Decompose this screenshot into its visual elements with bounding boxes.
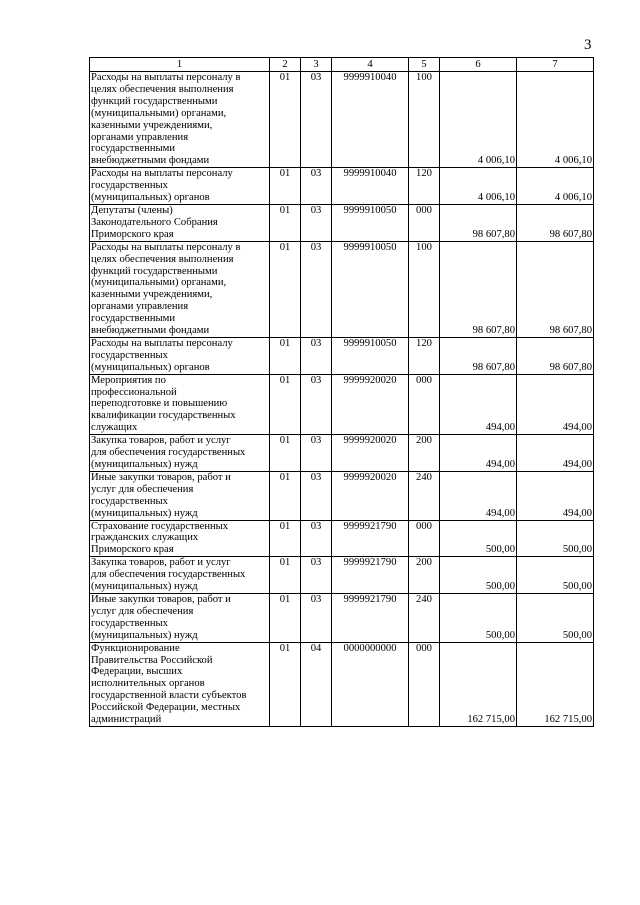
row-code-c5: 120 xyxy=(409,337,440,374)
row-amount-c6: 4 006,10 xyxy=(440,168,517,205)
row-code-c3: 03 xyxy=(301,593,332,642)
row-code-c4: 9999920020 xyxy=(332,435,409,472)
row-name-line: Расходы на выплаты персоналу в xyxy=(91,241,241,253)
column-header-7: 7 xyxy=(517,58,594,72)
row-amount-c7: 162 715,00 xyxy=(517,642,594,726)
row-name-cell xyxy=(90,241,270,337)
column-header-5: 5 xyxy=(409,58,440,72)
table-row xyxy=(90,520,594,557)
row-name-line: Функционирование xyxy=(91,642,180,654)
table-row xyxy=(90,435,594,472)
row-amount-c6: 500,00 xyxy=(440,557,517,594)
table-header-row xyxy=(90,58,594,72)
row-code-c3: 03 xyxy=(301,471,332,520)
row-code-c4: 9999910040 xyxy=(332,72,409,168)
row-code-c3: 03 xyxy=(301,520,332,557)
row-name-line: государственных xyxy=(91,617,168,629)
column-header-2: 2 xyxy=(270,58,301,72)
row-name-cell xyxy=(90,204,270,241)
row-name-line: услуг для обеспечения xyxy=(91,605,194,617)
row-code-c4: 9999921790 xyxy=(332,520,409,557)
row-name-line: Расходы на выплаты персоналу xyxy=(91,337,233,349)
row-name-line: для обеспечения государственных xyxy=(91,569,246,581)
row-code-c5: 000 xyxy=(409,642,440,726)
row-amount-c7: 494,00 xyxy=(517,471,594,520)
table-row xyxy=(90,241,594,337)
row-name-line: служащих xyxy=(91,422,138,434)
row-name-line: Правительства Российской xyxy=(91,654,213,666)
row-name-line: Закупка товаров, работ и услуг xyxy=(91,435,231,447)
row-code-c3: 04 xyxy=(301,642,332,726)
table-row xyxy=(90,471,594,520)
row-amount-c6: 98 607,80 xyxy=(440,337,517,374)
row-code-c5: 000 xyxy=(409,204,440,241)
row-name-line: администраций xyxy=(91,714,162,726)
row-code-c2: 01 xyxy=(270,168,301,205)
row-code-c2: 01 xyxy=(270,593,301,642)
row-name-line: государственной власти субъектов xyxy=(91,690,247,702)
row-code-c4: 9999910050 xyxy=(332,204,409,241)
row-code-c5: 100 xyxy=(409,241,440,337)
row-code-c3: 03 xyxy=(301,435,332,472)
row-name-line: квалификации государственных xyxy=(91,410,236,422)
row-name-line: государственными xyxy=(91,143,176,155)
row-name-line: Иные закупки товаров, работ и xyxy=(91,593,231,605)
row-name-cell xyxy=(90,168,270,205)
row-amount-c6: 494,00 xyxy=(440,471,517,520)
row-name-line: Иные закупки товаров, работ и xyxy=(91,471,231,483)
row-code-c5: 100 xyxy=(409,72,440,168)
row-name-cell xyxy=(90,557,270,594)
row-name-line: внебюджетными фондами xyxy=(91,155,210,167)
row-amount-c7: 4 006,10 xyxy=(517,168,594,205)
row-code-c2: 01 xyxy=(270,241,301,337)
table-body xyxy=(90,72,594,727)
table-row xyxy=(90,557,594,594)
row-name-line: внебюджетными фондами xyxy=(91,325,210,337)
row-amount-c6: 98 607,80 xyxy=(440,241,517,337)
row-name-line: государственными xyxy=(91,313,176,325)
column-header-4: 4 xyxy=(332,58,409,72)
budget-table xyxy=(89,57,594,727)
row-code-c3: 03 xyxy=(301,168,332,205)
row-code-c3: 03 xyxy=(301,374,332,435)
row-code-c5: 200 xyxy=(409,435,440,472)
row-name-cell xyxy=(90,642,270,726)
row-name-line: гражданских служащих xyxy=(91,532,199,544)
row-name-line: функций государственными xyxy=(91,95,218,107)
row-name-line: профессиональной xyxy=(91,386,177,398)
column-header-1: 1 xyxy=(90,58,270,72)
row-amount-c6: 500,00 xyxy=(440,520,517,557)
table-row xyxy=(90,642,594,726)
row-code-c2: 01 xyxy=(270,337,301,374)
row-amount-c7: 500,00 xyxy=(517,593,594,642)
row-code-c4: 9999920020 xyxy=(332,374,409,435)
row-name-line: функций государственными xyxy=(91,265,218,277)
row-name-cell xyxy=(90,337,270,374)
row-name-line: государственных xyxy=(91,180,168,192)
row-amount-c6: 162 715,00 xyxy=(440,642,517,726)
row-amount-c7: 98 607,80 xyxy=(517,204,594,241)
row-amount-c7: 98 607,80 xyxy=(517,337,594,374)
row-name-cell xyxy=(90,471,270,520)
row-code-c2: 01 xyxy=(270,72,301,168)
row-code-c5: 240 xyxy=(409,593,440,642)
row-name-line: целях обеспечения выполнения xyxy=(91,253,234,265)
row-amount-c7: 98 607,80 xyxy=(517,241,594,337)
row-code-c3: 03 xyxy=(301,557,332,594)
row-code-c3: 03 xyxy=(301,337,332,374)
row-amount-c7: 4 006,10 xyxy=(517,72,594,168)
row-code-c4: 9999910040 xyxy=(332,168,409,205)
row-code-c2: 01 xyxy=(270,374,301,435)
row-name-line: (муниципальными) органами, xyxy=(91,277,227,289)
row-name-line: (муниципальными) органами, xyxy=(91,107,227,119)
row-code-c4: 0000000000 xyxy=(332,642,409,726)
row-name-line: услуг для обеспечения xyxy=(91,483,194,495)
row-amount-c7: 494,00 xyxy=(517,374,594,435)
row-amount-c6: 98 607,80 xyxy=(440,204,517,241)
row-name-cell xyxy=(90,520,270,557)
row-name-cell xyxy=(90,593,270,642)
row-code-c4: 9999910050 xyxy=(332,241,409,337)
row-name-line: Страхование государственных xyxy=(91,520,229,532)
row-code-c3: 03 xyxy=(301,72,332,168)
table-row xyxy=(90,593,594,642)
row-name-line: Расходы на выплаты персоналу в xyxy=(91,72,241,83)
row-amount-c7: 494,00 xyxy=(517,435,594,472)
row-name-line: (муниципальных) органов xyxy=(91,192,210,204)
row-code-c2: 01 xyxy=(270,204,301,241)
row-name-cell xyxy=(90,435,270,472)
row-code-c2: 01 xyxy=(270,557,301,594)
row-name-line: государственных xyxy=(91,495,168,507)
row-name-line: Расходы на выплаты персоналу xyxy=(91,168,233,180)
row-name-line: Приморского края xyxy=(91,544,174,556)
row-amount-c6: 494,00 xyxy=(440,374,517,435)
row-amount-c6: 500,00 xyxy=(440,593,517,642)
row-name-line: (муниципальных) нужд xyxy=(91,507,198,519)
row-code-c2: 01 xyxy=(270,520,301,557)
row-name-line: переподготовке и повышению xyxy=(91,398,228,410)
column-header-3: 3 xyxy=(301,58,332,72)
row-code-c5: 200 xyxy=(409,557,440,594)
row-name-line: Федерации, высших xyxy=(91,666,183,678)
row-code-c3: 03 xyxy=(301,204,332,241)
row-code-c5: 000 xyxy=(409,520,440,557)
row-name-line: казенными учреждениями, xyxy=(91,289,213,301)
row-name-line: исполнительных органов xyxy=(91,678,205,690)
row-name-line: (муниципальных) нужд xyxy=(91,581,198,593)
row-code-c5: 240 xyxy=(409,471,440,520)
row-name-line: Российской Федерации, местных xyxy=(91,702,241,714)
row-name-line: Приморского края xyxy=(91,228,174,240)
row-code-c4: 9999921790 xyxy=(332,593,409,642)
row-amount-c7: 500,00 xyxy=(517,557,594,594)
row-name-line: (муниципальных) нужд xyxy=(91,459,198,470)
table-row xyxy=(90,204,594,241)
page-number: 3 xyxy=(584,37,592,53)
row-name-line: государственных xyxy=(91,349,168,361)
table-row xyxy=(90,374,594,435)
row-name-line: целях обеспечения выполнения xyxy=(91,83,234,95)
column-header-6: 6 xyxy=(440,58,517,72)
row-code-c5: 120 xyxy=(409,168,440,205)
table-row xyxy=(90,72,594,168)
row-code-c4: 9999920020 xyxy=(332,471,409,520)
row-name-line: казенными учреждениями, xyxy=(91,119,213,131)
row-code-c2: 01 xyxy=(270,435,301,472)
row-name-line: для обеспечения государственных xyxy=(91,447,246,459)
row-name-cell xyxy=(90,72,270,168)
row-amount-c6: 4 006,10 xyxy=(440,72,517,168)
table-row xyxy=(90,168,594,205)
row-name-cell xyxy=(90,374,270,435)
row-code-c3: 03 xyxy=(301,241,332,337)
row-code-c2: 01 xyxy=(270,471,301,520)
row-name-line: органами управления xyxy=(91,131,189,143)
table-row xyxy=(90,337,594,374)
row-amount-c7: 500,00 xyxy=(517,520,594,557)
row-code-c5: 000 xyxy=(409,374,440,435)
row-name-line: Депутаты (члены) xyxy=(91,204,173,216)
row-amount-c6: 494,00 xyxy=(440,435,517,472)
row-code-c4: 9999921790 xyxy=(332,557,409,594)
row-name-line: Закупка товаров, работ и услуг xyxy=(91,557,231,569)
row-name-line: (муниципальных) нужд xyxy=(91,629,198,641)
row-code-c4: 9999910050 xyxy=(332,337,409,374)
row-name-line: органами управления xyxy=(91,301,189,313)
row-name-line: (муниципальных) органов xyxy=(91,361,210,373)
row-name-line: Законодательного Собрания xyxy=(91,216,218,228)
row-name-line: Мероприятия по xyxy=(91,374,166,386)
row-code-c2: 01 xyxy=(270,642,301,726)
